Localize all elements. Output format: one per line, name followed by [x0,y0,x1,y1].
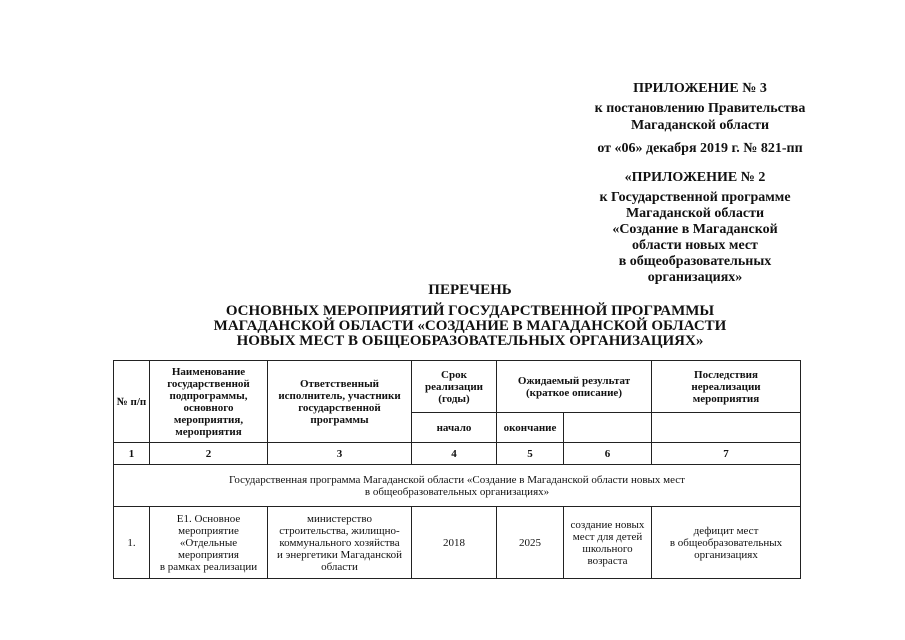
appendix-2-line: области новых мест [632,238,758,253]
appendix-3-title: ПРИЛОЖЕНИЕ № 3 [633,81,767,96]
appendix-2-line: Магаданской области [625,206,765,221]
header-num: № п/п [114,361,150,443]
appendix-3-line: к постановлению Правительства [594,101,806,116]
header-name: Наименование государственной подпрограммы, основного мероприятия, мероприятия [150,361,268,443]
column-number: 6 [564,443,652,465]
row-consequences: дефицит мест в общеобразовательных организациях [652,507,801,579]
document-subtitle-line: МАГАДАНСКОЙ ОБЛАСТИ «СОЗДАНИЕ В МАГАДАНСКОЙ ОБЛАСТИ [213,318,727,334]
document-subtitle-line: НОВЫХ МЕСТ В ОБЩЕОБРАЗОВАТЕЛЬНЫХ ОРГАНИЗАЦИЯХ» [236,333,704,349]
column-number: 5 [497,443,564,465]
appendix-2-title: «ПРИЛОЖЕНИЕ № 2 [624,170,766,185]
appendix-2-line: «Создание в Магаданской [612,222,778,237]
appendix-2-line: к Государственной программе [599,190,791,205]
row-result: создание новых мест для детей школьного возраста [564,507,652,579]
program-row: Государственная программа Магаданской области «Создание в Магаданской области новых мест в общеобразовательных организациях» [114,465,801,507]
appendix-2-line: в общеобразовательных [618,254,772,269]
column-number: 2 [150,443,268,465]
header-end: окончание [497,413,564,443]
header-empty-cell [652,413,801,443]
row-start-year: 2018 [412,507,497,579]
appendix-2-header [575,170,815,286]
header-executor: Ответственный исполнитель, участники государственной программы [268,361,412,443]
header-term: Срок реализации (годы) [412,361,497,413]
appendix-2-line: организациях» [647,270,743,285]
column-number: 4 [412,443,497,465]
appendix-3-line: Магаданской области [630,118,770,133]
column-number: 7 [652,443,801,465]
header-result: Ожидаемый результат (краткое описание) [497,361,652,413]
row-num: 1. [114,507,150,579]
appendix-3-header [560,80,840,157]
column-number: 1 [114,443,150,465]
measures-table [113,360,801,579]
header-start: начало [412,413,497,443]
document-subtitle-line: ОСНОВНЫХ МЕРОПРИЯТИЙ ГОСУДАРСТВЕННОЙ ПРОГРАММЫ [225,303,715,319]
appendix-3-date: от «06» декабря 2019 г. № 821-пп [597,141,803,156]
header-consequences: Последствия нереализации мероприятия [652,361,801,413]
document-title: ПЕРЕЧЕНЬ [428,282,512,298]
row-executor: министерство строительства, жилищно- коммунального хозяйства и энергетики Магаданской области [268,507,412,579]
column-number: 3 [268,443,412,465]
header-empty-cell [564,413,652,443]
row-name: Е1. Основное мероприятие «Отдельные мероприятия в рамках реализации [150,507,268,579]
document-heading [120,283,820,349]
row-end-year: 2025 [497,507,564,579]
